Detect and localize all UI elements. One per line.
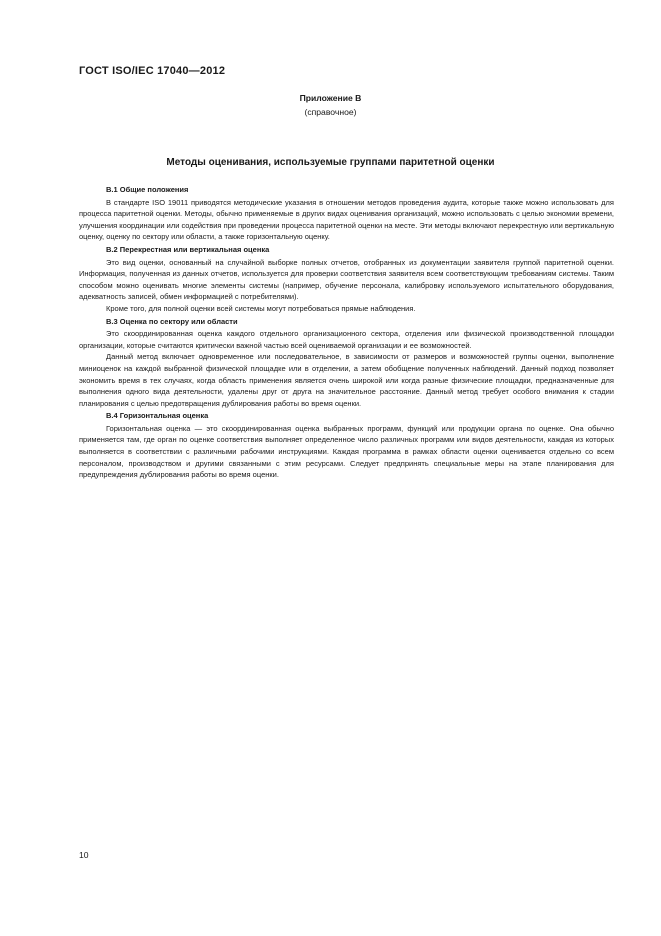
section-heading: В.2 Перекрестная или вертикальная оценка (106, 244, 270, 254)
section-heading: В.4 Горизонтальная оценка (106, 411, 209, 421)
annex-subtitle: (справочное) (304, 107, 357, 117)
section-heading: В.3 Оценка по сектору или области (106, 316, 238, 326)
paragraph: Данный метод включает одновременное или последовательное, в зависимости от размеров и возможностей группы оценки, выполнение миниоценок на каждой выбранной физической площадке или в отделении, а затем обобщение полученных наблюдений. Данный подход позволяет экономить время в тех случаях, когда область применения является очень широкой или когда разные физические площадки, предназначенные для выполнения одного вида деятельности, удалены друг от друга на значительное расстояние. Данный метод требует особого внимания к стадии планирования с целью предотвращения дублирования работы во время оценки. (79, 352, 614, 408)
paragraph: Горизонтальная оценка — это скоординированная оценка выбранных программ, функций или продукции органа по оценке. Она обычно применяется там, где орган по оценке соответствия выполняет определенное число различных программ или видов деятельности, каждая из которых выполняется в соответствии с различными рабочими инструкциями. Каждая программа в рамках области оценки оценивается отдельно со всем персоналом, производством и другими связанными с этим ресурсами. Следует предпринять специальные меры на этапе планирования для предупреждения дублирования работы во время оценки. (79, 423, 614, 480)
paragraph: Это вид оценки, основанный на случайной выборке полных отчетов, отобранных из документации заявителя группой паритетной оценки. Информация, полученная из данных отчетов, используется для проверки соответствия заявителя всем соответствующим требованиям системы. Таким способом можно оценивать многие элементы системы (например, обучение персонала, калибровку используемого испытательного оборудования, адекватность записей, обмен информацией с потребителями). (79, 257, 614, 302)
paragraph: Это скоординированная оценка каждого отдельного организационного сектора, отделения или физической производственной площадки организации, которые считаются критически важной частью всей оцениваемой организации и ее возможностей. (79, 329, 614, 350)
paragraph: В стандарте ISO 19011 приводятся методические указания в отношении методов проведения аудита, которые также можно использовать для процесса паритетной оценки. Методы, обычно применяемые в других видах оценивания организаций, можно использовать с целью экономии времени, улучшения координации или содействия при проведении процесса паритетной оценки на месте. Эти методы включают перекрестную или вертикальную оценку, оценку по сектору или области, а также горизонтальную оценку. (79, 197, 614, 242)
page-number: 10 (79, 850, 89, 860)
document-body (79, 184, 614, 481)
annex-title: Приложение В (299, 93, 362, 103)
section-heading: В.1 Общие положения (106, 185, 189, 194)
paragraph: Кроме того, для полной оценки всей системы могут потребоваться прямые наблюдения. (106, 303, 416, 313)
section-title: Методы оценивания, используемые группами паритетной оценки (166, 157, 495, 168)
document-header: ГОСТ ISO/IEC 17040—2012 (79, 65, 226, 77)
